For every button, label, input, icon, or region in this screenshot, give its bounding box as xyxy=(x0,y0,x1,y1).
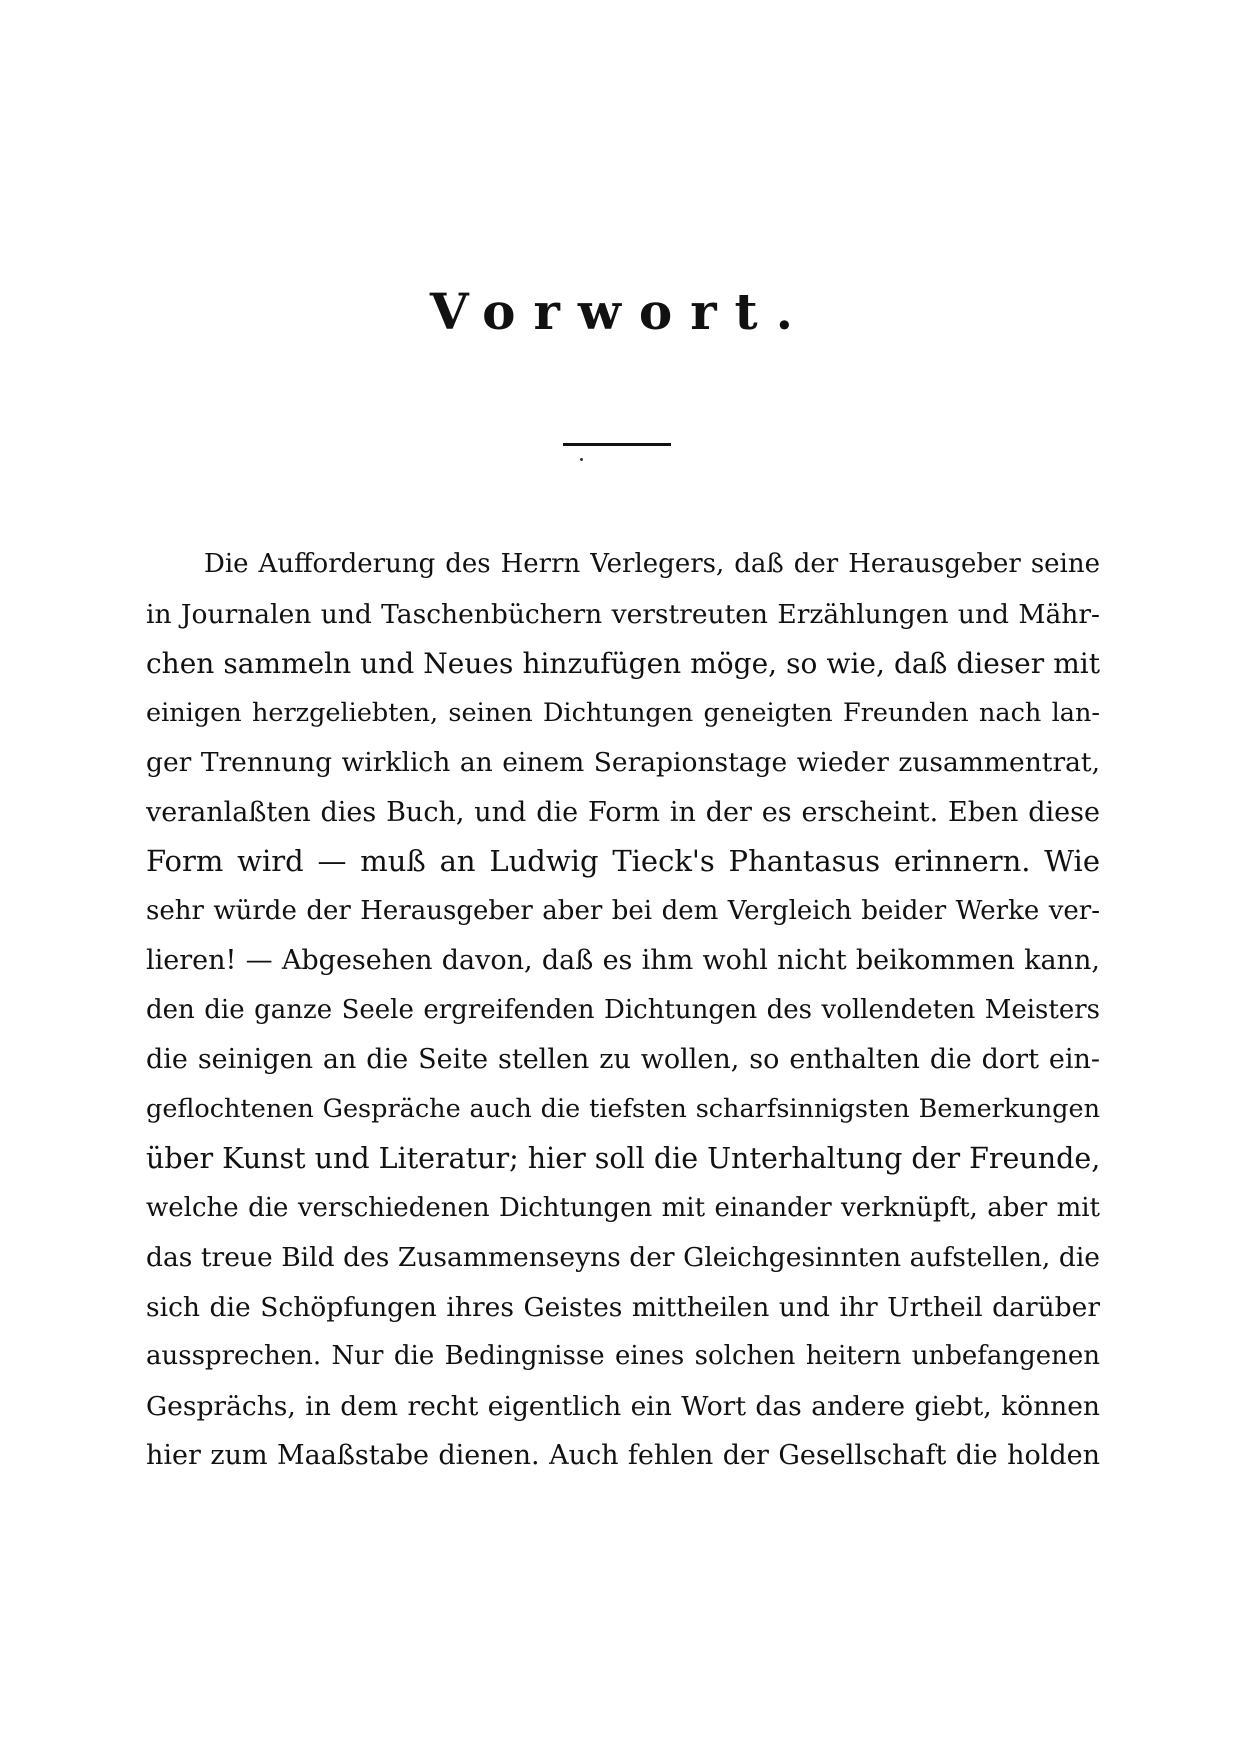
text-line: das treue Bild des Zusammenseyns der Gleichgesinnten aufstellen, die xyxy=(146,1242,1100,1273)
text-line: Form wird — muß an Ludwig Tieck's Phantasus erinnern. Wie xyxy=(146,844,1100,878)
text-line: in Journalen und Taschenbüchern verstreuten Erzählungen und Mähr- xyxy=(146,598,1100,630)
title-divider xyxy=(563,443,671,446)
text-line: chen sammeln und Neues hinzufügen möge, so wie, daß dieser mit xyxy=(146,647,1100,680)
text-line: über Kunst und Literatur; hier soll die Unterhaltung der Freunde, xyxy=(146,1142,1100,1175)
text-line: den die ganze Seele ergreifenden Dichtungen des vollendeten Meisters xyxy=(146,994,1100,1025)
text-line: lieren! — Abgesehen davon, daß es ihm wohl nicht beikommen kann, xyxy=(146,945,1100,976)
page-title: Vorwort. xyxy=(429,282,812,341)
text-line: hier zum Maaßstabe dienen. Auch fehlen der Gesellschaft die holden xyxy=(146,1440,1100,1471)
text-line: Gesprächs, in dem recht eigentlich ein Wort das andere giebt, können xyxy=(146,1390,1100,1422)
text-line: sich die Schöpfungen ihres Geistes mittheilen und ihr Urtheil darüber xyxy=(146,1291,1100,1323)
text-line: geflochtenen Gespräche auch die tiefsten scharfsinnigsten Bemerkungen xyxy=(146,1093,1100,1124)
text-line: die seinigen an die Seite stellen zu wollen, so enthalten die dort ein- xyxy=(146,1044,1100,1075)
text-line: veranlaßten dies Buch, und die Form in der es erscheint. Eben diese xyxy=(146,796,1100,828)
text-line: sehr würde der Herausgeber aber bei dem Vergleich beider Werke ver- xyxy=(146,895,1100,926)
text-line: aussprechen. Nur die Bedingnisse eines solchen heitern unbefangenen xyxy=(146,1341,1100,1371)
text-line: welche die verschiedenen Dichtungen mit einander verknüpft, aber mit xyxy=(146,1192,1100,1223)
divider-dot xyxy=(580,458,583,461)
preface-body xyxy=(146,540,1100,1481)
text-line: Die Aufforderung des Herrn Verlegers, daß der Herausgeber seine xyxy=(204,549,1100,579)
text-line: einigen herzgeliebten, seinen Dichtungen geneigten Freunden nach lan- xyxy=(146,697,1100,728)
text-line: ger Trennung wirklich an einem Serapionstage wieder zusammentrat, xyxy=(146,747,1100,778)
